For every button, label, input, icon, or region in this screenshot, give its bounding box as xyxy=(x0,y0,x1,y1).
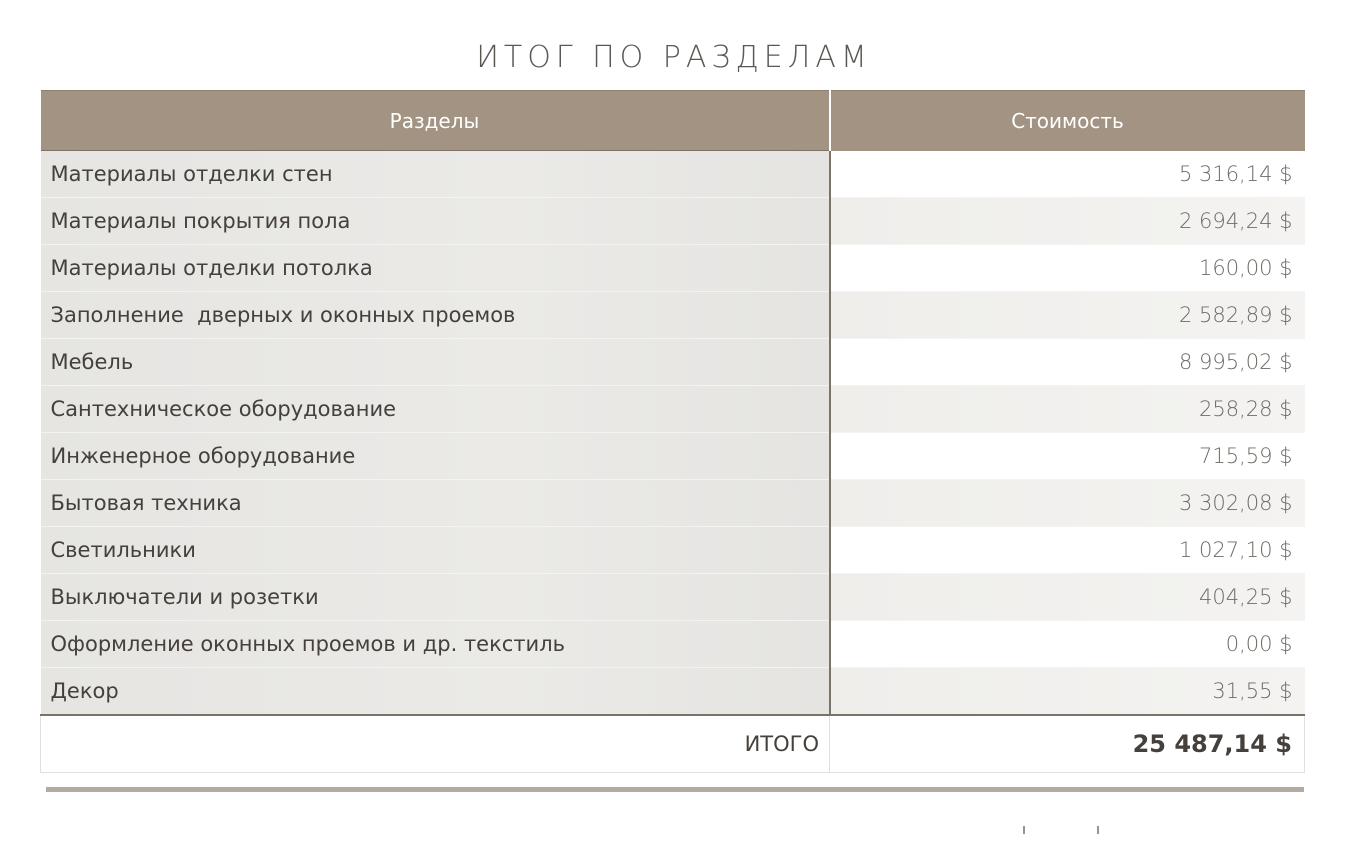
table-row xyxy=(41,151,1305,198)
section-cost: 404,25 $ xyxy=(830,574,1305,621)
section-name: Бытовая техника xyxy=(41,480,830,527)
section-cost: 1 027,10 $ xyxy=(830,527,1305,574)
bottom-divider xyxy=(46,787,1304,792)
section-cost: 2 582,89 $ xyxy=(830,292,1305,339)
tick-mark xyxy=(1097,826,1099,834)
table-header-row xyxy=(41,91,1305,151)
section-cost: 0,00 $ xyxy=(830,621,1305,668)
section-cost: 31,55 $ xyxy=(830,668,1305,715)
total-label: ИТОГО xyxy=(41,715,830,773)
column-header-sections: Разделы xyxy=(41,91,830,151)
section-name: Заполнение дверных и оконных проемов xyxy=(41,292,830,339)
section-cost: 258,28 $ xyxy=(830,386,1305,433)
section-name: Материалы покрытия пола xyxy=(41,198,830,245)
table-row xyxy=(41,480,1305,527)
section-name: Материалы отделки стен xyxy=(41,151,830,198)
section-cost: 8 995,02 $ xyxy=(830,339,1305,386)
total-row xyxy=(41,715,1305,773)
table-row xyxy=(41,433,1305,480)
table-row xyxy=(41,621,1305,668)
table-row xyxy=(41,198,1305,245)
section-name: Выключатели и розетки xyxy=(41,574,830,621)
section-name: Мебель xyxy=(41,339,830,386)
section-name: Светильники xyxy=(41,527,830,574)
table-row xyxy=(41,527,1305,574)
section-cost: 3 302,08 $ xyxy=(830,480,1305,527)
tick-mark xyxy=(1023,826,1025,834)
table-row xyxy=(41,574,1305,621)
table-row xyxy=(41,668,1305,715)
section-cost: 5 316,14 $ xyxy=(830,151,1305,198)
page-title: ИТОГ ПО РАЗДЕЛАМ xyxy=(476,40,872,75)
section-name: Сантехническое оборудование xyxy=(41,386,830,433)
section-cost: 715,59 $ xyxy=(830,433,1305,480)
column-header-cost: Стоимость xyxy=(830,91,1305,151)
section-name: Инженерное оборудование xyxy=(41,433,830,480)
table-row xyxy=(41,339,1305,386)
section-cost: 2 694,24 $ xyxy=(830,198,1305,245)
section-name: Декор xyxy=(41,668,830,715)
table-row xyxy=(41,386,1305,433)
table-row xyxy=(41,245,1305,292)
section-name: Материалы отделки потолка xyxy=(41,245,830,292)
section-cost: 160,00 $ xyxy=(830,245,1305,292)
total-value: 25 487,14 $ xyxy=(830,715,1305,773)
table-row xyxy=(41,292,1305,339)
sections-summary-table xyxy=(40,90,1305,773)
section-name: Оформление оконных проемов и др. текстиль xyxy=(41,621,830,668)
